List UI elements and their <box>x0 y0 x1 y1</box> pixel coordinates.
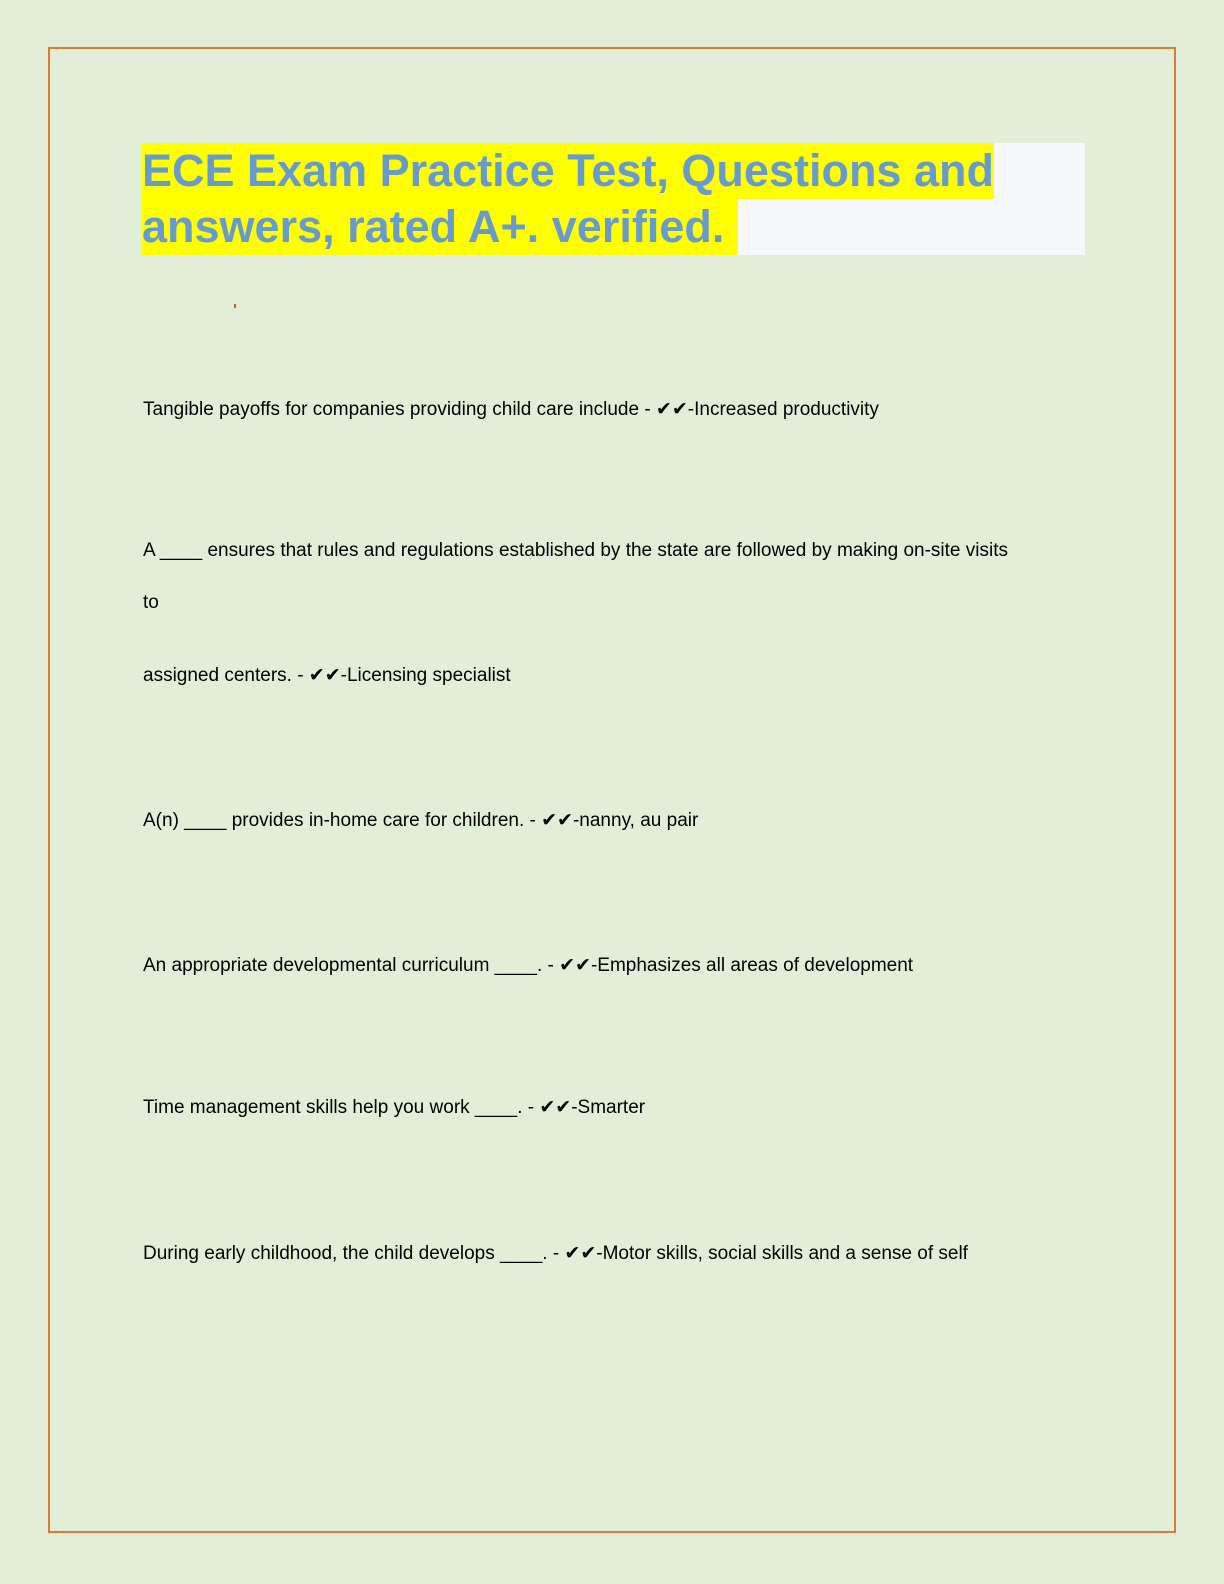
qa-line-time-management: Time management skills help you work ____. - ✔✔-Smarter <box>143 1097 646 1118</box>
qa-line-tangible-payoffs: Tangible payoffs for companies providing child care include - ✔✔-Increased productivity <box>143 399 879 420</box>
stray-mark <box>234 304 236 308</box>
qa-line-licensing-question: A ____ ensures that rules and regulations established by the state are followed by making on-site visits <box>143 540 1009 561</box>
title-line-2: answers, rated A+. verified. <box>142 199 738 255</box>
qa-line-licensing-question-wrap: to <box>143 592 159 613</box>
title-line-1: ECE Exam Practice Test, Questions and <box>142 143 994 199</box>
page-border <box>48 47 1176 1533</box>
qa-line-licensing-answer: assigned centers. - ✔✔-Licensing specialist <box>143 665 511 686</box>
qa-line-curriculum: An appropriate developmental curriculum ____. - ✔✔-Emphasizes all areas of development <box>143 955 914 976</box>
title-line-1-wrap <box>142 143 1085 199</box>
qa-line-nanny: A(n) ____ provides in-home care for children. - ✔✔-nanny, au pair <box>143 810 699 831</box>
qa-line-early-childhood: During early childhood, the child develops ____. - ✔✔-Motor skills, social skills and a sense of self <box>143 1243 968 1264</box>
document-title <box>142 143 1085 255</box>
title-line-2-wrap <box>142 199 1085 255</box>
